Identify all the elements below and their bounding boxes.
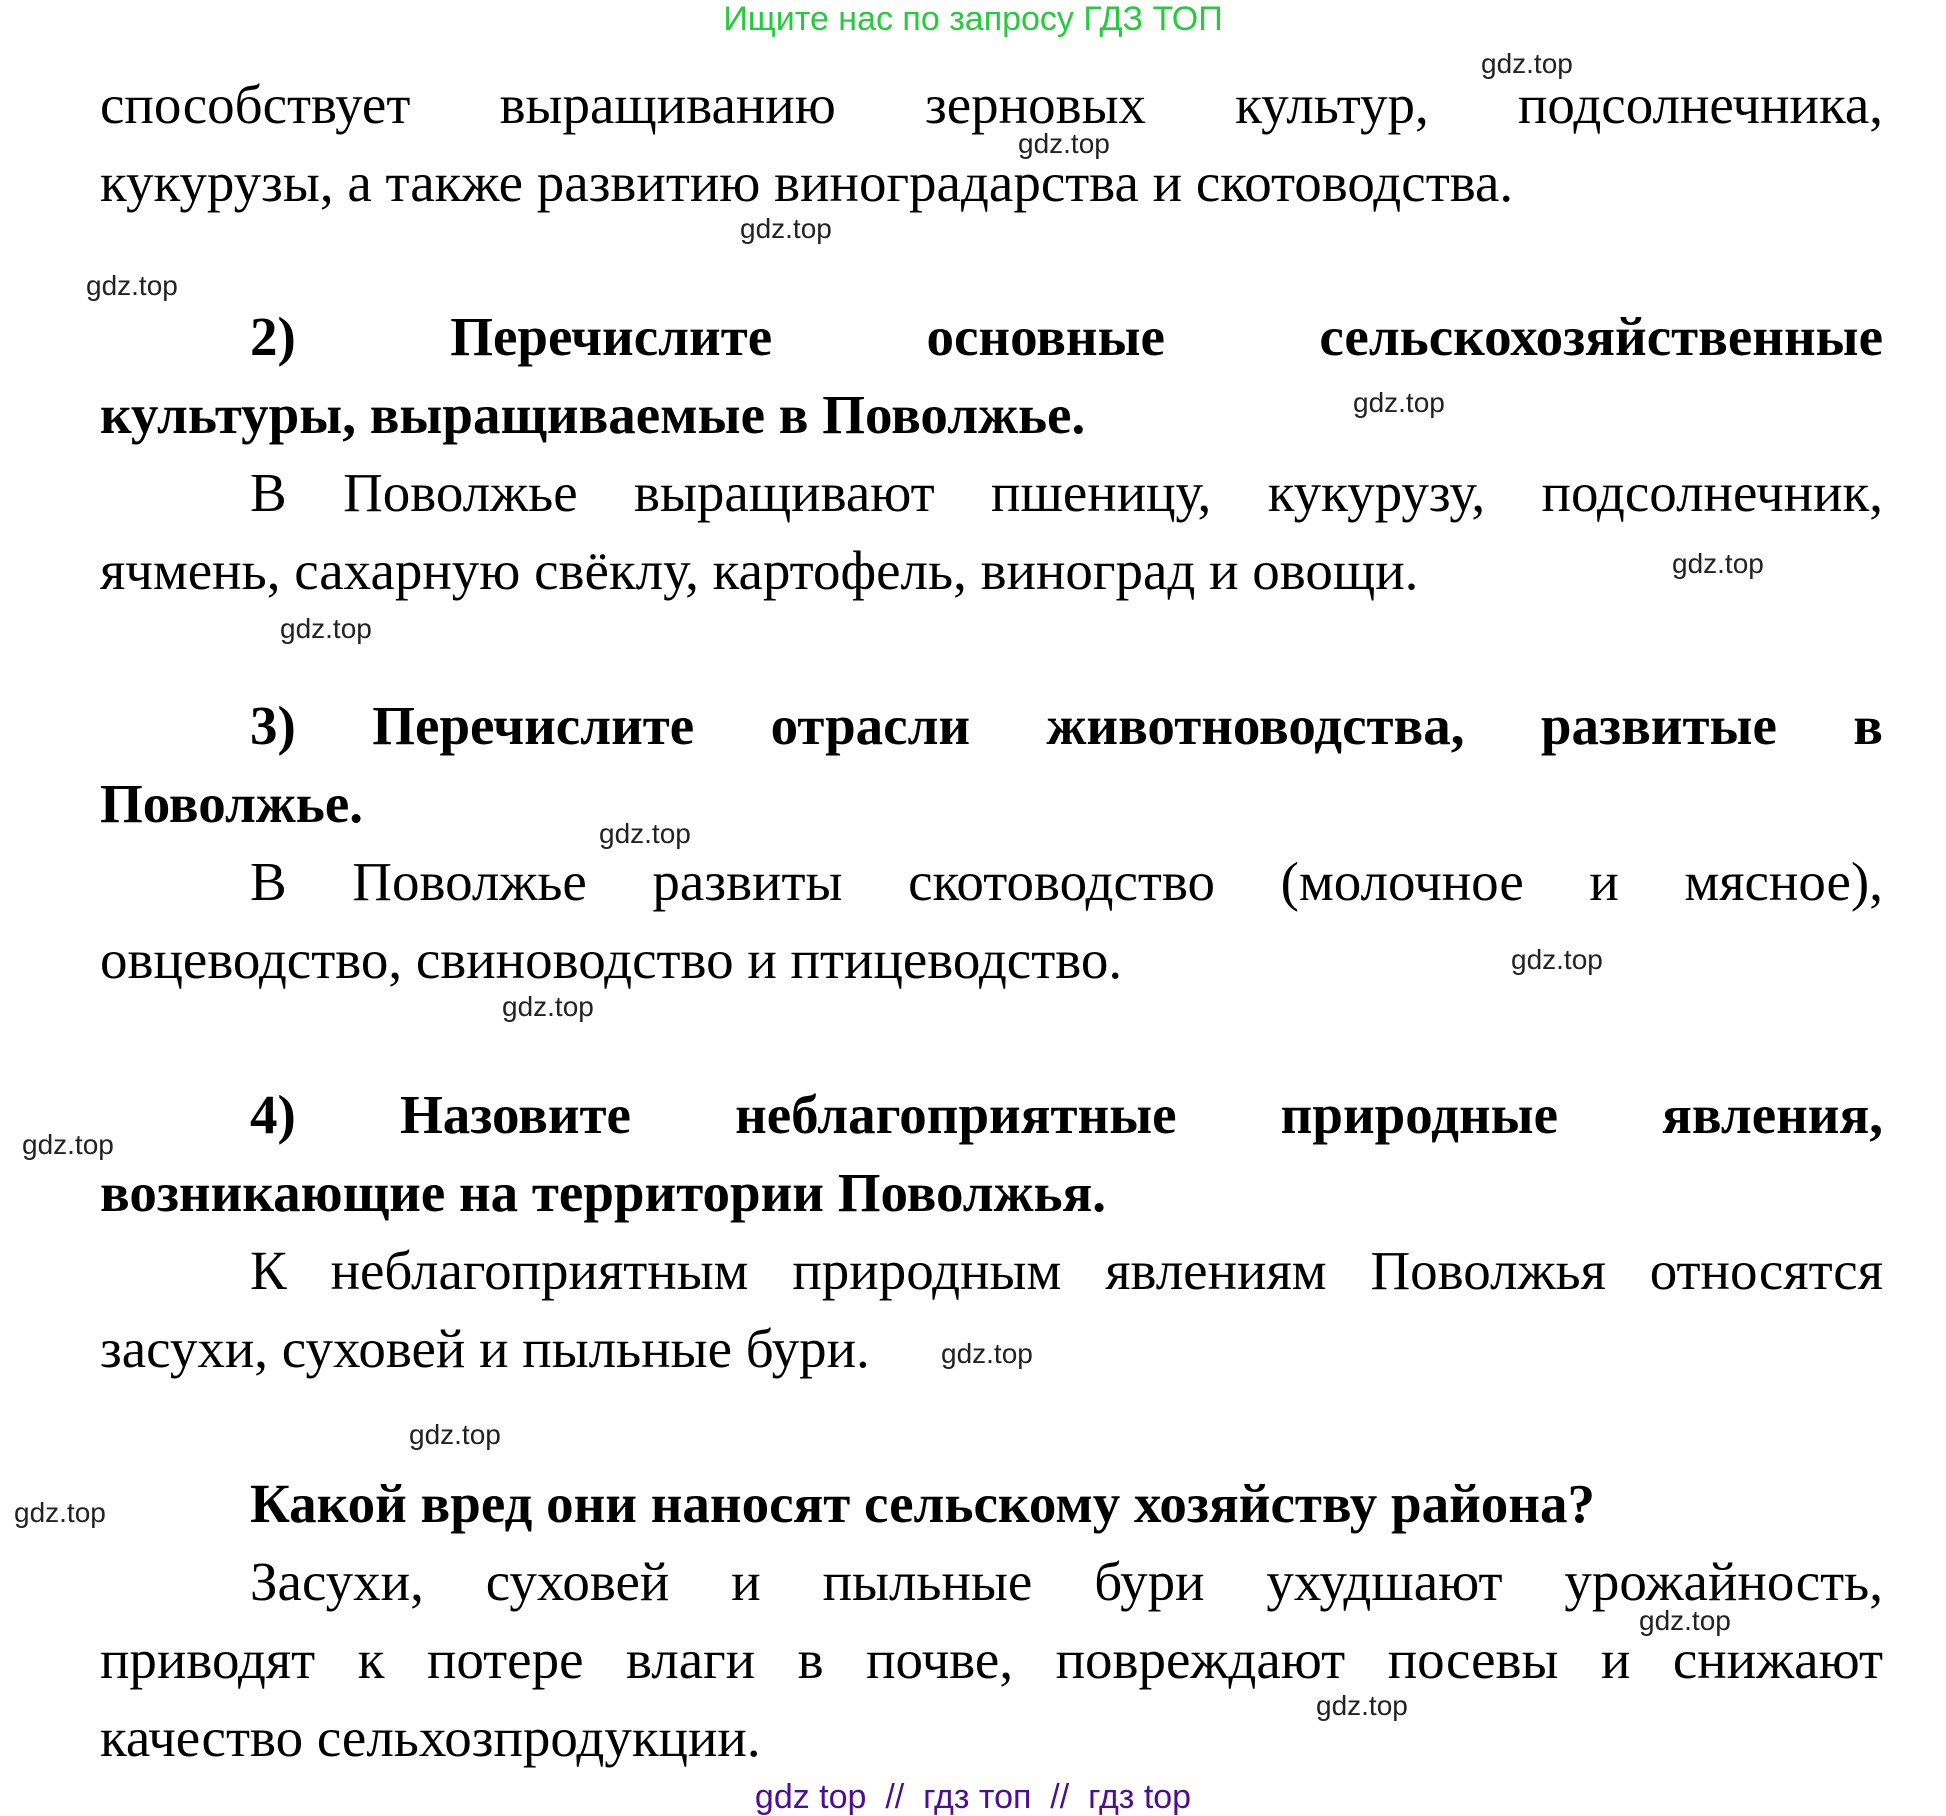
answer-5-line-3: качество сельхозпродукции. — [100, 1707, 761, 1768]
question-text: Назовите неблагоприятные природные явления, — [399, 1084, 1884, 1145]
watermark: gdz.top — [86, 270, 178, 301]
answer-2-line-1: В Поволжье выращивают пшеницу, кукурузу, подсолнечник, — [250, 462, 1883, 523]
question-number: 3) — [250, 695, 296, 756]
intro-line-2: кукурузы, а также развитию виноградарства и скотоводства. — [100, 152, 1514, 213]
watermark: gdz.top — [22, 1129, 114, 1160]
question-3-line-1 — [250, 691, 1883, 761]
question-2-line-2: культуры, выращиваемые в Поволжье. — [100, 384, 1086, 445]
watermark: gdz.top — [1353, 387, 1445, 418]
watermark: gdz.top — [14, 1497, 106, 1528]
question-number: 4) — [250, 1084, 296, 1145]
watermark: gdz.top — [1672, 548, 1764, 579]
watermark: gdz.top — [1639, 1605, 1731, 1636]
intro-line-1: способствует выращиванию зерновых культур, подсолнечника, — [100, 74, 1883, 135]
watermark: gdz.top — [1481, 48, 1573, 79]
search-banner: Ищите нас по запросу ГДЗ ТОП — [723, 0, 1223, 38]
watermark: gdz.top — [599, 818, 691, 849]
question-3-line-2: Поволжье. — [100, 773, 363, 834]
footer-links: gdz top // гдз топ // гдз top — [754, 1778, 1192, 1816]
answer-5-line-2: приводят к потере влаги в почве, повреждают посевы и снижают — [100, 1629, 1883, 1690]
answer-4-line-2: засухи, суховей и пыльные бури. — [100, 1318, 870, 1379]
question-4-line-2: возникающие на территории Поволжья. — [100, 1162, 1107, 1223]
watermark: gdz.top — [502, 991, 594, 1022]
question-text: Перечислите основные сельскохозяйственные — [450, 306, 1884, 367]
answer-4-line-1: К неблагоприятным природным явлениям Поволжья относятся — [250, 1240, 1883, 1301]
watermark: gdz.top — [1316, 1690, 1408, 1721]
question-4-line-1 — [250, 1080, 1883, 1150]
watermark: gdz.top — [1511, 944, 1603, 975]
answer-3-line-2: овцеводство, свиноводство и птицеводство. — [100, 929, 1123, 990]
question-text: Перечислите отрасли животноводства, развитые в — [372, 695, 1883, 756]
watermark: gdz.top — [409, 1419, 501, 1450]
watermark: gdz.top — [1018, 128, 1110, 159]
question-number: 2) — [250, 306, 296, 367]
watermark: gdz.top — [941, 1338, 1033, 1369]
answer-3-line-1: В Поволжье развиты скотоводство (молочное и мясное), — [250, 851, 1883, 912]
question-2-line-1 — [250, 302, 1883, 372]
answer-2-line-2: ячмень, сахарную свёклу, картофель, виноград и овощи. — [100, 540, 1419, 601]
answer-5-line-1: Засухи, суховей и пыльные бури ухудшают урожайность, — [250, 1551, 1883, 1612]
watermark: gdz.top — [280, 613, 372, 644]
question-5-line-1: Какой вред они наносят сельскому хозяйству района? — [250, 1473, 1595, 1534]
watermark: gdz.top — [740, 213, 832, 244]
